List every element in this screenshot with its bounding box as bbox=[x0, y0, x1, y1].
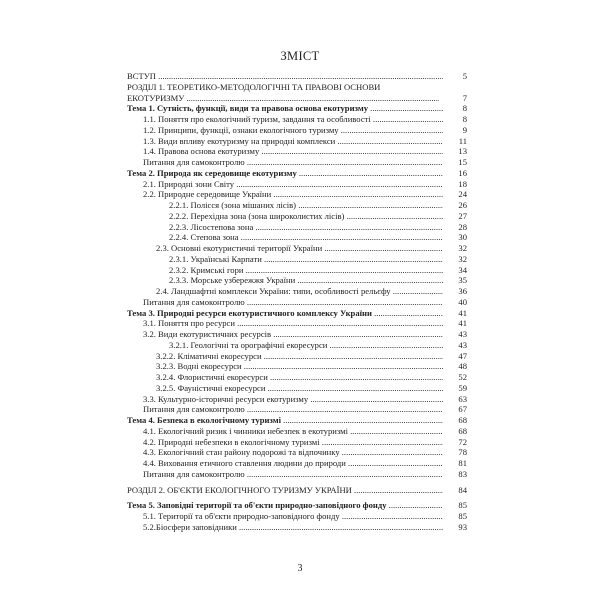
toc-entry-page: 43 bbox=[458, 329, 467, 339]
toc-entry bbox=[127, 254, 467, 265]
toc-entry bbox=[127, 511, 467, 522]
toc-entry bbox=[127, 157, 467, 168]
toc-entry-page: 18 bbox=[458, 178, 467, 189]
toc-entry bbox=[127, 437, 467, 448]
toc-entry-page: 47 bbox=[458, 350, 467, 361]
toc-entry-title: Питання для самоконтролю ..... bbox=[143, 469, 443, 480]
toc-entry bbox=[127, 415, 467, 426]
toc-entry-title: ВСТУП ..... bbox=[127, 71, 443, 82]
toc-entry-title: Питання для самоконтролю ..... bbox=[143, 404, 443, 415]
toc-entry-page: 27 bbox=[458, 210, 467, 221]
toc-entry-page: 41 bbox=[458, 318, 467, 329]
toc-entry-page: 63 bbox=[458, 393, 467, 404]
toc-entry-title: 3.1. Поняття про ресурси ..... bbox=[143, 318, 443, 329]
toc-entry-page: 8 bbox=[462, 114, 467, 124]
toc-entry-page: 5 bbox=[462, 71, 467, 81]
toc-entry-title: 3.3. Культурно-історичні ресурси екотуризму ..... bbox=[143, 394, 443, 405]
toc-entry bbox=[127, 243, 467, 254]
toc-entry bbox=[127, 103, 467, 114]
toc-entry-title: Тема 5. Заповідні території та об'єкти природно-заповідного фонду ..... bbox=[127, 500, 443, 511]
toc-entry-title: 2.2.3. Лісостепова зона ..... bbox=[169, 222, 443, 233]
toc-entry-page: 48 bbox=[458, 361, 467, 372]
toc-entry-title: 2.1. Природні зони Світу ..... bbox=[143, 179, 443, 190]
toc-entry-title: 5.1. Території та об'єкти природно-заповідного фонду ..... bbox=[143, 511, 443, 522]
toc-entry-title: 3.2.4. Флористичні екоресурси ..... bbox=[156, 372, 443, 383]
toc-entry-page: 7 bbox=[462, 92, 467, 103]
toc-entry bbox=[127, 340, 467, 351]
toc-entry-title: 2.2.1. Полісся (зона мішаних лісів) ..... bbox=[169, 200, 443, 211]
toc-entry-title: 1.3. Види впливу екотуризму на природні комплекси ..... bbox=[143, 136, 443, 147]
toc-entry-title: РОЗДІЛ 1. ТЕОРЕТИКО-МЕТОДОЛОГІЧНІ ТА ПРАВОВІ ОСНОВИ bbox=[127, 81, 381, 92]
toc-entry bbox=[127, 426, 467, 437]
toc-entry bbox=[127, 522, 467, 533]
toc-entry-page: 59 bbox=[458, 382, 467, 393]
toc-entry bbox=[127, 308, 467, 319]
toc-entry bbox=[127, 168, 467, 179]
toc-entry-page: 43 bbox=[458, 339, 467, 350]
toc-entry bbox=[127, 469, 467, 480]
toc-entry-title: 1.1. Поняття про екологічний туризм, завдання та особливості ..... bbox=[143, 114, 443, 125]
toc-entry-title: 2.2.4. Степова зона ..... bbox=[169, 232, 443, 243]
toc-entry bbox=[127, 275, 467, 286]
toc-entry bbox=[127, 146, 467, 157]
toc-entry bbox=[127, 211, 467, 222]
toc-entry bbox=[127, 200, 467, 211]
toc-entry bbox=[127, 232, 467, 243]
toc-entry-title: 2.3.2. Кримські гори ..... bbox=[169, 265, 443, 276]
toc-entry-page: 32 bbox=[458, 243, 467, 253]
table-of-contents bbox=[127, 71, 467, 533]
toc-entry bbox=[127, 114, 467, 125]
toc-entry-page: 35 bbox=[458, 275, 467, 286]
toc-entry bbox=[127, 222, 467, 233]
toc-entry-page: 84 bbox=[458, 484, 467, 495]
toc-entry-page: 85 bbox=[458, 500, 467, 511]
toc-entry bbox=[127, 297, 467, 308]
toc-entry bbox=[127, 125, 467, 136]
toc-entry-title: Питання для самоконтролю ..... bbox=[143, 297, 443, 308]
toc-entry-title: 4.1. Екологічний ризик і чинники небезпек в екотуризмі ..... bbox=[143, 426, 443, 437]
toc-entry-title: Тема 2. Природа як середовище екотуризму ..... bbox=[127, 168, 443, 179]
toc-entry-title: Тема 4. Безпека в екологічному туризмі ..... bbox=[127, 415, 443, 426]
toc-entry-title: 5.2.Біосфери заповідники ..... bbox=[143, 522, 443, 533]
toc-entry bbox=[127, 286, 467, 297]
toc-entry-title: 2.2.2. Перехідна зона (зона широколистих лісів) ..... bbox=[169, 211, 443, 222]
toc-entry-page: 24 bbox=[458, 189, 467, 200]
toc-entry bbox=[127, 329, 467, 340]
toc-entry-title: 4.3. Екологічний стан району подорожі та відпочинку ..... bbox=[143, 447, 443, 458]
toc-entry-title: 4.4. Виховання етичного ставлення людини до природи ..... bbox=[143, 458, 443, 469]
toc-entry bbox=[127, 372, 467, 383]
toc-entry-page: 26 bbox=[458, 200, 467, 210]
toc-entry bbox=[127, 394, 467, 405]
toc-entry bbox=[127, 136, 467, 147]
toc-entry-page: 16 bbox=[458, 167, 467, 178]
toc-entry-title: 4.2. Природні небезпеки в екологічному туризмі ..... bbox=[143, 437, 443, 448]
toc-entry-title: 2.3.3. Морське узбережжя України ..... bbox=[169, 275, 443, 286]
toc-entry-page: 9 bbox=[462, 124, 467, 135]
toc-entry-page: 13 bbox=[458, 146, 467, 157]
toc-entry-title: 3.2.5. Фауністичні екоресурси ..... bbox=[156, 383, 443, 394]
toc-entry-title: 3.2.1. Геологічні та орографічні екоресурси ..... bbox=[169, 340, 443, 351]
toc-entry-title: 3.2.2. Кліматичні екоресурси ..... bbox=[156, 351, 443, 362]
toc-entry-page: 68 bbox=[458, 415, 467, 425]
page-title: ЗМІСТ bbox=[280, 49, 320, 63]
toc-entry-title: 2.3.1. Українські Карпати ..... bbox=[169, 254, 443, 265]
toc-entry-title: 2.3. Основні екотуристичні території України ..... bbox=[156, 243, 443, 254]
toc-entry bbox=[127, 447, 467, 458]
toc-entry-title: РОЗДІЛ 2. ОБ'ЄКТИ ЕКОЛОГІЧНОГО ТУРИЗМУ УКРАЇНИ ..... bbox=[127, 485, 443, 496]
toc-entry-page: 28 bbox=[458, 221, 467, 232]
toc-entry bbox=[127, 361, 467, 372]
toc-entry-page: 15 bbox=[458, 157, 467, 167]
toc-entry-page: 36 bbox=[458, 286, 467, 296]
toc-entry bbox=[127, 383, 467, 394]
toc-entry-title: 2.2. Природне середовище України ..... bbox=[143, 189, 443, 200]
toc-entry-page: 72 bbox=[458, 436, 467, 447]
toc-entry bbox=[127, 71, 467, 82]
toc-entry-title: 1.2. Принципи, функції, ознаки екологічного туризму ..... bbox=[143, 125, 443, 136]
toc-entry-title: Тема 1. Сутність, функції, види та правова основа екотуризму ..... bbox=[127, 103, 443, 114]
toc-entry bbox=[127, 318, 467, 329]
toc-entry-title: Питання для самоконтролю ..... bbox=[143, 157, 443, 168]
toc-entry bbox=[127, 82, 467, 93]
toc-entry bbox=[127, 485, 467, 496]
toc-entry-title: 3.2.3. Водні екоресурси ..... bbox=[156, 361, 443, 372]
toc-entry-page: 93 bbox=[458, 521, 467, 532]
toc-entry-page: 85 bbox=[458, 511, 467, 521]
toc-entry-page: 78 bbox=[458, 447, 467, 458]
toc-entry bbox=[127, 179, 467, 190]
toc-entry bbox=[127, 500, 467, 511]
toc-entry bbox=[127, 458, 467, 469]
toc-entry-page: 8 bbox=[462, 103, 467, 114]
toc-entry-page: 52 bbox=[458, 372, 467, 382]
page-number: 3 bbox=[297, 563, 303, 574]
toc-entry bbox=[127, 351, 467, 362]
toc-entry-title: Тема 3. Природні ресурси екотуристичного комплексу України ..... bbox=[127, 308, 443, 319]
toc-entry-page: 41 bbox=[458, 307, 467, 318]
toc-entry bbox=[127, 93, 467, 104]
toc-entry-page: 32 bbox=[458, 253, 467, 264]
toc-entry-page: 30 bbox=[458, 232, 467, 243]
toc-entry-page: 11 bbox=[458, 135, 467, 146]
toc-entry-page: 40 bbox=[458, 296, 467, 307]
toc-entry-title: ЕКОТУРИЗМУ ..... bbox=[127, 93, 439, 104]
toc-entry bbox=[127, 404, 467, 415]
toc-entry-title: 2.4. Ландшафтні комплекси України: типи, особливості рельєфу ..... bbox=[156, 286, 443, 297]
toc-entry-page: 34 bbox=[458, 264, 467, 275]
toc-entry-title: 1.4. Правова основа екотуризму ..... bbox=[143, 146, 443, 157]
toc-entry-page: 81 bbox=[458, 458, 467, 468]
toc-entry-page: 83 bbox=[458, 468, 467, 479]
toc-entry-title: 3.2. Види екотуристичних ресурсів ..... bbox=[143, 329, 443, 340]
toc-entry-page: 67 bbox=[458, 404, 467, 415]
toc-entry-page: 68 bbox=[458, 425, 467, 436]
toc-entry bbox=[127, 189, 467, 200]
toc-entry bbox=[127, 265, 467, 276]
